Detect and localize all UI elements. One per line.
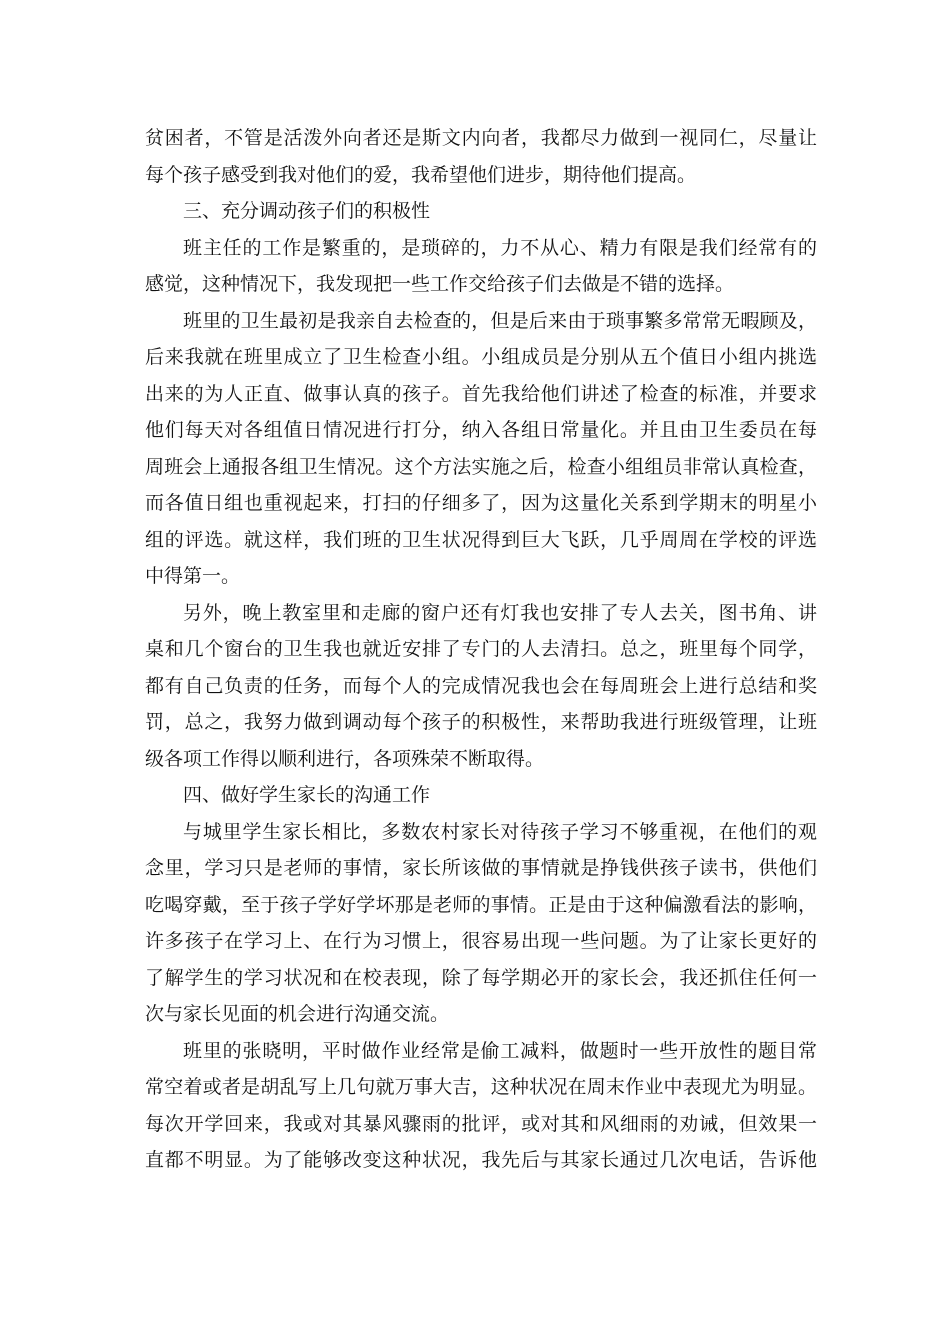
text-line: 许多孩子在学习上、在行为习惯上，很容易出现一些问题。为了让家长更好的	[145, 930, 817, 952]
text-line: 了解学生的学习状况和在校表现，除了每学期必开的家长会，我还抓住任何一	[145, 966, 817, 989]
text-line: 班里的卫生最初是我亲自去检查的，但是后来由于琐事繁多常常无暇顾及，	[183, 309, 817, 332]
text-line: 念里，学习只是老师的事情，家长所该做的事情就是挣钱供孩子读书，供他们	[145, 857, 817, 879]
section-heading: 三、充分调动孩子们的积极性	[183, 200, 431, 222]
text-line: 级各项工作得以顺利进行，各项殊荣不断取得。	[145, 747, 545, 770]
text-line: 次与家长见面的机会进行沟通交流。	[145, 1003, 450, 1025]
text-line: 他们每天对各组值日情况进行打分，纳入各组日常量化。并且由卫生委员在每	[145, 419, 817, 441]
document-body	[145, 120, 817, 1179]
section-heading: 四、做好学生家长的沟通工作	[183, 784, 431, 806]
text-line: 后来我就在班里成立了卫生检查小组。小组成员是分别从五个值日小组内挑选	[145, 346, 817, 368]
text-line: 常空着或者是胡乱写上几句就万事大吉，这种状况在周末作业中表现尤为明显。	[145, 1076, 817, 1098]
text-line: 而各值日组也重视起来，打扫的仔细多了，因为这量化关系到学期末的明星小	[145, 492, 817, 514]
text-line: 都有自己负责的任务，而每个人的完成情况我也会在每周班会上进行总结和奖	[145, 674, 817, 697]
text-line: 与城里学生家长相比，多数农村家长对待孩子学习不够重视，在他们的观	[183, 820, 817, 843]
text-line: 每次开学回来，我或对其暴风骤雨的批评，或对其和风细雨的劝诫，但效果一	[145, 1112, 817, 1135]
text-line: 感觉，这种情况下，我发现把一些工作交给孩子们去做是不错的选择。	[145, 273, 735, 295]
text-line: 周班会上通报各组卫生情况。这个方法实施之后，检查小组组员非常认真检查，	[145, 455, 817, 478]
text-line: 每个孩子感受到我对他们的爱，我希望他们进步，期待他们提高。	[145, 163, 697, 186]
text-line: 出来的为人正直、做事认真的孩子。首先我给他们讲述了检查的标准，并要求	[145, 382, 817, 405]
text-line: 直都不明显。为了能够改变这种状况，我先后与其家长通过几次电话，告诉他	[145, 1149, 817, 1171]
text-line: 罚，总之，我努力做到调动每个孩子的积极性，来帮助我进行班级管理，让班	[145, 711, 817, 733]
text-line: 组的评选。就这样，我们班的卫生状况得到巨大飞跃，几乎周周在学校的评选	[145, 528, 817, 551]
text-line: 班里的张晓明，平时做作业经常是偷工减料，做题时一些开放性的题目常	[183, 1039, 817, 1062]
text-line: 班主任的工作是繁重的，是琐碎的，力不从心、精力有限是我们经常有的	[183, 236, 817, 259]
text-line: 桌和几个窗台的卫生我也就近安排了专门的人去清扫。总之，班里每个同学，	[145, 638, 817, 660]
text-line: 另外，晚上教室里和走廊的窗户还有灯我也安排了专人去关，图书角、讲	[183, 601, 817, 624]
text-line: 吃喝穿戴，至于孩子学好学坏那是老师的事情。正是由于这种偏激看法的影响，	[145, 893, 817, 916]
text-line: 贫困者，不管是活泼外向者还是斯文内向者，我都尽力做到一视同仁，尽量让	[145, 127, 817, 149]
text-line: 中得第一。	[145, 565, 241, 587]
